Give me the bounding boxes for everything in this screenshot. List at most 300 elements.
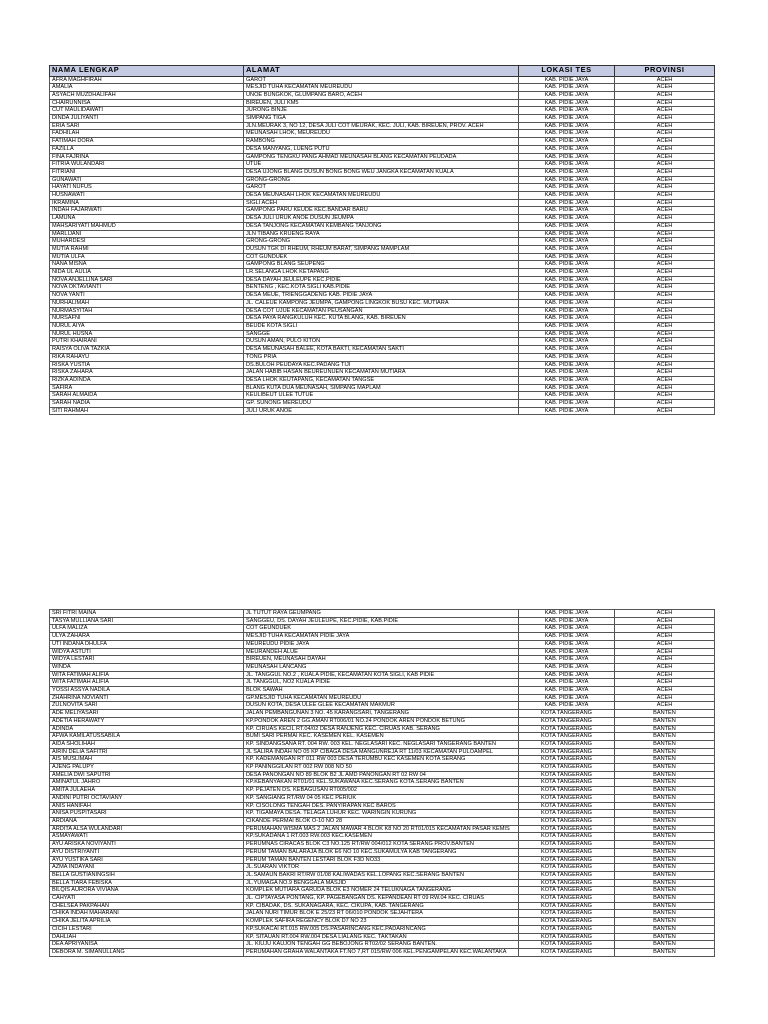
cell-provinsi: ACEH: [615, 222, 715, 230]
cell-provinsi: BANTEN: [615, 848, 715, 856]
table-row: [50, 948, 715, 956]
cell-nama: NURHALIMAH: [50, 299, 244, 307]
table-row: [50, 856, 715, 864]
cell-lokasi-tes: KAB. PIDIE JAYA: [519, 153, 615, 161]
table-row: [50, 222, 715, 230]
table-row: [50, 392, 715, 400]
cell-alamat: DESA COT UJUE KECAMATAN PEUSANGAN: [244, 307, 519, 315]
cell-lokasi-tes: KAB. PIDIE JAYA: [519, 199, 615, 207]
cell-provinsi: BANTEN: [615, 941, 715, 949]
cell-lokasi-tes: KAB. PIDIE JAYA: [519, 694, 615, 702]
table-row: [50, 864, 715, 872]
cell-provinsi: ACEH: [615, 107, 715, 115]
table-header-row: [50, 66, 715, 77]
cell-alamat: GRONG-GRONG: [244, 238, 519, 246]
cell-provinsi: ACEH: [615, 648, 715, 656]
cell-alamat: JL.SAMAUN BAKRI RT/RW 01/08 KALIWADAS KEL.LOPANG KEC.SERANG BANTEN: [244, 871, 519, 879]
table-row: [50, 794, 715, 802]
cell-provinsi: ACEH: [615, 199, 715, 207]
cell-nama: SRI FITRI MAINA: [50, 610, 244, 618]
cell-lokasi-tes: KAB. PIDIE JAYA: [519, 610, 615, 618]
cell-provinsi: ACEH: [615, 276, 715, 284]
cell-nama: AMINATUL JAHRO: [50, 779, 244, 787]
cell-alamat: JL TANGGUL, NO2 KUALA PIDIE: [244, 679, 519, 687]
cell-nama: UTI INDANA DHULFA: [50, 640, 244, 648]
cell-nama: NOVA ANJELLINA SARI: [50, 276, 244, 284]
cell-provinsi: BANTEN: [615, 933, 715, 941]
cell-provinsi: BANTEN: [615, 764, 715, 772]
cell-provinsi: ACEH: [615, 679, 715, 687]
cell-provinsi: ACEH: [615, 315, 715, 323]
cell-alamat: KP. KADEMANGAN RT 011 RW 003 DESA TERUMBU KEC KASEMEN KOTA SERANG: [244, 756, 519, 764]
cell-provinsi: ACEH: [615, 702, 715, 710]
table-row: [50, 138, 715, 146]
cell-alamat: BLOK SAWAH: [244, 687, 519, 695]
table-row: [50, 633, 715, 641]
cell-alamat: JALAN PEMBANGUNAN 3 NO. 45 KARANGSARI, TANGERANG: [244, 710, 519, 718]
cell-nama: SAFIRA: [50, 384, 244, 392]
cell-lokasi-tes: KOTA TANGERANG: [519, 802, 615, 810]
cell-alamat: KP.KEBANYAKAN RT01/01 KEL.SUKAWANA KEC.SERANG KOTA.SERANG BANTEN: [244, 779, 519, 787]
cell-provinsi: ACEH: [615, 284, 715, 292]
cell-alamat: KP. CIRUAS KECIL RT.04/02 DESA RANJENG KEC. CIRUAS KAB. SERANG: [244, 725, 519, 733]
cell-nama: ANDINI PUTRI OCTAVIANY: [50, 794, 244, 802]
cell-lokasi-tes: KAB. PIDIE JAYA: [519, 361, 615, 369]
cell-provinsi: ACEH: [615, 656, 715, 664]
table-row: [50, 656, 715, 664]
cell-provinsi: BANTEN: [615, 802, 715, 810]
cell-nama: CHELSEA PAKPAHAN: [50, 902, 244, 910]
cell-provinsi: BANTEN: [615, 748, 715, 756]
cell-provinsi: ACEH: [615, 330, 715, 338]
cell-nama: NURUL AIYA: [50, 323, 244, 331]
cell-lokasi-tes: KOTA TANGERANG: [519, 817, 615, 825]
cell-lokasi-tes: KAB. PIDIE JAYA: [519, 238, 615, 246]
cell-alamat: KP PANINGGILAN RT 002 RW 008 NO 50: [244, 764, 519, 772]
cell-lokasi-tes: KAB. PIDIE JAYA: [519, 407, 615, 415]
cell-nama: AFRA MAGHFIRAH: [50, 76, 244, 84]
cell-nama: RAISYA OLIVA TAZKIA: [50, 346, 244, 354]
cell-nama: ADETIA HERAWATY: [50, 717, 244, 725]
cell-provinsi: BANTEN: [615, 817, 715, 825]
cell-nama: AMALIA: [50, 84, 244, 92]
cell-lokasi-tes: KAB. PIDIE JAYA: [519, 168, 615, 176]
cell-alamat: KP. SINDANGSANA RT. 004 RW. 003 KEL. NEGLASARI KEC. NEGLASARI TANGERANG BANTEN: [244, 740, 519, 748]
cell-provinsi: ACEH: [615, 269, 715, 277]
cell-nama: HAYATI NUFUS: [50, 184, 244, 192]
cell-alamat: DS.BULOH PEUDAYA KEC.PADANG TIJI: [244, 361, 519, 369]
cell-nama: HUSNAWATI: [50, 192, 244, 200]
cell-alamat: JL TUTUT RAYA GEUMPANG: [244, 610, 519, 618]
cell-provinsi: BANTEN: [615, 856, 715, 864]
cell-nama: WITA FATIMAH ALIFIA: [50, 671, 244, 679]
cell-lokasi-tes: KOTA TANGERANG: [519, 794, 615, 802]
cell-provinsi: ACEH: [615, 76, 715, 84]
table-row: [50, 756, 715, 764]
cell-alamat: KP. SANGIANG RT/RW 04 05 KEC PERIUK: [244, 794, 519, 802]
table-row: [50, 833, 715, 841]
cell-nama: ANISA PUSPITASARI: [50, 810, 244, 818]
table-row: [50, 369, 715, 377]
cell-nama: MAHSARIYATI MAHMUD: [50, 222, 244, 230]
cell-nama: DINDA JULIYANTI: [50, 115, 244, 123]
cell-alamat: JL. TANGGUL NO.2 , KUALA PIDIE, KECAMATAN KOTA SIGLI, KAB PIDIE: [244, 671, 519, 679]
cell-nama: FAZILLA: [50, 145, 244, 153]
table-row: [50, 910, 715, 918]
cell-nama: AYU DISTRIYANTI: [50, 848, 244, 856]
table-row: [50, 848, 715, 856]
cell-lokasi-tes: KAB. PIDIE JAYA: [519, 663, 615, 671]
cell-provinsi: ACEH: [615, 138, 715, 146]
cell-lokasi-tes: KAB. PIDIE JAYA: [519, 99, 615, 107]
cell-lokasi-tes: KOTA TANGERANG: [519, 871, 615, 879]
cell-provinsi: BANTEN: [615, 810, 715, 818]
cell-nama: NANA MISNA: [50, 261, 244, 269]
cell-alamat: BENTENG , KEC.KOTA SIGLI KAB.PIDIE: [244, 284, 519, 292]
cell-lokasi-tes: KAB. PIDIE JAYA: [519, 640, 615, 648]
cell-provinsi: ACEH: [615, 671, 715, 679]
cell-provinsi: BANTEN: [615, 948, 715, 956]
cell-alamat: DESA MEUE, TRIENGGADENG KAB. PIDIE JAYA: [244, 292, 519, 300]
table-row: [50, 115, 715, 123]
cell-alamat: PERUMAHAN GRAHA WALANTAKA FT.NO 7,RT 015/RW 006 KEL.PENGAMPELAN KEC.WALANTAKA: [244, 948, 519, 956]
table-row: [50, 640, 715, 648]
cell-lokasi-tes: KOTA TANGERANG: [519, 856, 615, 864]
cell-nama: AYU YUSTIKA SARI: [50, 856, 244, 864]
cell-nama: DEBORA M. SIMANULLANG: [50, 948, 244, 956]
cell-alamat: DUSUN TGK DI RHEUM, RHEUM BARAT, SIMPANG MAMPLAM: [244, 245, 519, 253]
table-row: [50, 771, 715, 779]
cell-nama: ZULNOVITA SARI: [50, 702, 244, 710]
cell-provinsi: ACEH: [615, 207, 715, 215]
cell-lokasi-tes: KAB. PIDIE JAYA: [519, 617, 615, 625]
cell-lokasi-tes: KAB. PIDIE JAYA: [519, 176, 615, 184]
table-row: [50, 192, 715, 200]
cell-nama: LAMUNA: [50, 215, 244, 223]
cell-alamat: KP. CIBADAK, DS. SUKANAGARA, KEC. CIKUPA, KAB. TANGERANG: [244, 902, 519, 910]
cell-alamat: MESJID TUHA KECAMATAN MEUREUDU: [244, 84, 519, 92]
cell-provinsi: BANTEN: [615, 740, 715, 748]
cell-nama: TASYA MULLIANA SARI: [50, 617, 244, 625]
cell-lokasi-tes: KAB. PIDIE JAYA: [519, 115, 615, 123]
cell-nama: WIDYA ASTUTI: [50, 648, 244, 656]
cell-nama: CHIKA JELITA APRILIA: [50, 918, 244, 926]
cell-nama: RIZKA ADINDA: [50, 376, 244, 384]
cell-lokasi-tes: KAB. PIDIE JAYA: [519, 76, 615, 84]
cell-nama: GUNAWATI: [50, 176, 244, 184]
cell-nama: CUT MAULIDAWATI: [50, 107, 244, 115]
cell-lokasi-tes: KAB. PIDIE JAYA: [519, 633, 615, 641]
cell-alamat: JL SALIRA INDAH NO 05 KP CIBAGA DESA MANGUNREJA RT 11/03 KECAMATAN PULOAMPEL: [244, 748, 519, 756]
cell-alamat: JALAN HABIB HASAN BEUREUNUEN KECAMATAN MUTIARA: [244, 369, 519, 377]
cell-alamat: DESA MEUNASAH BALEE, KOTA BAKTI, KECAMATAN SAKTI: [244, 346, 519, 354]
table-row: [50, 787, 715, 795]
cell-provinsi: ACEH: [615, 168, 715, 176]
cell-lokasi-tes: KOTA TANGERANG: [519, 848, 615, 856]
cell-lokasi-tes: KAB. PIDIE JAYA: [519, 284, 615, 292]
table-row: [50, 933, 715, 941]
table-row: [50, 918, 715, 926]
cell-lokasi-tes: KOTA TANGERANG: [519, 833, 615, 841]
cell-alamat: UNOE BUNGKOK, GLUMPANG BARO, ACEH: [244, 91, 519, 99]
cell-provinsi: ACEH: [615, 84, 715, 92]
cell-alamat: BIREUEN, MEUNASAH DAYAH: [244, 656, 519, 664]
cell-nama: WINDA: [50, 663, 244, 671]
cell-nama: AIDA SHOLIHAH: [50, 740, 244, 748]
cell-alamat: MEUNASAH LHOK, MEUREUDU: [244, 130, 519, 138]
cell-provinsi: BANTEN: [615, 794, 715, 802]
table-row: [50, 99, 715, 107]
table-row: [50, 725, 715, 733]
table-row: [50, 276, 715, 284]
cell-provinsi: ACEH: [615, 633, 715, 641]
table-row: [50, 153, 715, 161]
table-row: [50, 130, 715, 138]
cell-alamat: KP.SUKACAI RT.015 RW.005 DS.PASARINCANG KEC.PADARINCANG: [244, 925, 519, 933]
cell-lokasi-tes: KAB. PIDIE JAYA: [519, 261, 615, 269]
cell-nama: AJENG PALUPY: [50, 764, 244, 772]
cell-alamat: COT GEUNDUEK: [244, 625, 519, 633]
header-nama-lengkap: NAMA LENGKAP: [50, 66, 244, 77]
table-row: [50, 887, 715, 895]
cell-lokasi-tes: KAB. PIDIE JAYA: [519, 245, 615, 253]
cell-nama: AZMA INDAYANI: [50, 864, 244, 872]
cell-lokasi-tes: KAB. PIDIE JAYA: [519, 392, 615, 400]
cell-nama: ADINDA: [50, 725, 244, 733]
cell-provinsi: ACEH: [615, 640, 715, 648]
cell-nama: DEA APRIYANISA: [50, 941, 244, 949]
cell-nama: ARDITA ALSA WULANDARI: [50, 825, 244, 833]
cell-nama: NURUL HUSNA: [50, 330, 244, 338]
cell-provinsi: ACEH: [615, 115, 715, 123]
cell-alamat: JLN TIBANG KRUENG RAYA: [244, 230, 519, 238]
table-row: [50, 764, 715, 772]
table-row: [50, 610, 715, 618]
table-row: [50, 284, 715, 292]
cell-provinsi: BANTEN: [615, 725, 715, 733]
cell-nama: DAHLIAH: [50, 933, 244, 941]
table-row: [50, 269, 715, 277]
cell-provinsi: ACEH: [615, 145, 715, 153]
cell-provinsi: ACEH: [615, 99, 715, 107]
cell-lokasi-tes: KOTA TANGERANG: [519, 825, 615, 833]
cell-nama: BILQIS AURORA VIVIANA: [50, 887, 244, 895]
cell-lokasi-tes: KOTA TANGERANG: [519, 864, 615, 872]
cell-nama: AIS MUSLIMAH: [50, 756, 244, 764]
table-row: [50, 400, 715, 408]
cell-lokasi-tes: KOTA TANGERANG: [519, 902, 615, 910]
cell-nama: NURSAFNI: [50, 315, 244, 323]
cell-lokasi-tes: KOTA TANGERANG: [519, 841, 615, 849]
cell-nama: RISKA ZAHARA: [50, 369, 244, 377]
cell-alamat: JL.SUARAN VIKTOR: [244, 864, 519, 872]
cell-nama: ERIA SARI: [50, 122, 244, 130]
cell-alamat: BEUDE KOTA SIGLI: [244, 323, 519, 331]
cell-provinsi: ACEH: [615, 184, 715, 192]
cell-lokasi-tes: KAB. PIDIE JAYA: [519, 656, 615, 664]
cell-provinsi: ACEH: [615, 230, 715, 238]
cell-alamat: UTUE: [244, 161, 519, 169]
cell-alamat: DESA MEUNASAH LHOK KECAMATAN MEUREUDU: [244, 192, 519, 200]
cell-alamat: KP. CISOLONG TENGAH DES. PANYIRAPAN KEC BAROS: [244, 802, 519, 810]
cell-lokasi-tes: KOTA TANGERANG: [519, 810, 615, 818]
cell-lokasi-tes: KAB. PIDIE JAYA: [519, 330, 615, 338]
cell-alamat: DESA MANYANG, LUENG PUTU: [244, 145, 519, 153]
cell-nama: NIDA UL AULIA: [50, 269, 244, 277]
cell-alamat: SIMPANG TIGA: [244, 115, 519, 123]
cell-lokasi-tes: KAB. PIDIE JAYA: [519, 269, 615, 277]
cell-alamat: DESA PAYA RANGKULUH KEC. KUTA BLANG, KAB. BIREUEN: [244, 315, 519, 323]
cell-nama: NOVA YANTI: [50, 292, 244, 300]
table-row: [50, 84, 715, 92]
table-row: [50, 733, 715, 741]
cell-alamat: DESA UJONG BLANG DUSUN BONG BONG WEU JANGKA KECAMATAN KUALA: [244, 168, 519, 176]
cell-nama: AMELIA DWI SAPUTRI: [50, 771, 244, 779]
table-row: [50, 779, 715, 787]
cell-nama: SARAH ALMAIDA: [50, 392, 244, 400]
cell-lokasi-tes: KAB. PIDIE JAYA: [519, 122, 615, 130]
cell-nama: NOVA OKTAVIANTI: [50, 284, 244, 292]
cell-lokasi-tes: KAB. PIDIE JAYA: [519, 376, 615, 384]
cell-alamat: SIGLI ACEH: [244, 199, 519, 207]
cell-lokasi-tes: KOTA TANGERANG: [519, 941, 615, 949]
cell-alamat: CIKANDE PERMAI BLOK O-10 NO 28: [244, 817, 519, 825]
cell-alamat: BIREUEN, JULI KM5: [244, 99, 519, 107]
cell-alamat: KOMPLEK SAFIRA REGENCY BLOK D7 NO 23: [244, 918, 519, 926]
cell-lokasi-tes: KOTA TANGERANG: [519, 910, 615, 918]
table-row: [50, 879, 715, 887]
cell-provinsi: ACEH: [615, 617, 715, 625]
cell-nama: MUTIA RAHMI: [50, 245, 244, 253]
header-alamat: ALAMAT: [244, 66, 519, 77]
table-row: [50, 648, 715, 656]
cell-provinsi: BANTEN: [615, 918, 715, 926]
cell-provinsi: ACEH: [615, 292, 715, 300]
cell-alamat: KP. PEJATEN DS. KEBAGUSAN RT005/002: [244, 787, 519, 795]
cell-alamat: KP.SUKADANA 1 RT.003 RW.003 KEC.KASEMEN: [244, 833, 519, 841]
cell-nama: AMITA JULAEHA: [50, 787, 244, 795]
cell-alamat: PERUMNAS CIRACAS BLOK C3 NO.125 RT/RW 004/012 KOTA SERANG PROV.BANTEN: [244, 841, 519, 849]
table-row: [50, 230, 715, 238]
table-row: [50, 353, 715, 361]
cell-provinsi: ACEH: [615, 625, 715, 633]
cell-alamat: JL. CALEUE KAMPONG JEUMPA, GAMPONG LINGKOK BUSU KEC. MUTIARA: [244, 299, 519, 307]
cell-nama: SITI RAHMAH: [50, 407, 244, 415]
cell-alamat: DESA DAYAH JEULEUPE KEC.PIDIE: [244, 276, 519, 284]
cell-nama: FITRIA WULANDARI: [50, 161, 244, 169]
cell-nama: WITA FATIMAH ALIFIA: [50, 679, 244, 687]
cell-nama: CHAIRUNNISA: [50, 99, 244, 107]
cell-nama: ADE MELIYASARI: [50, 710, 244, 718]
cell-alamat: DESA JULI URUK ANOE DUSUN JEUMPA: [244, 215, 519, 223]
cell-nama: RIKA RAHAYU: [50, 353, 244, 361]
cell-provinsi: ACEH: [615, 245, 715, 253]
cell-alamat: PERUM TAMAN BANTEN LESTARI BLOK F3D NO33: [244, 856, 519, 864]
table-row: [50, 895, 715, 903]
cell-lokasi-tes: KAB. PIDIE JAYA: [519, 299, 615, 307]
table-row: [50, 663, 715, 671]
cell-lokasi-tes: KOTA TANGERANG: [519, 879, 615, 887]
cell-nama: ASMAYAWATI: [50, 833, 244, 841]
cell-lokasi-tes: KOTA TANGERANG: [519, 756, 615, 764]
cell-lokasi-tes: KOTA TANGERANG: [519, 725, 615, 733]
cell-provinsi: ACEH: [615, 400, 715, 408]
table-row: [50, 941, 715, 949]
table-row: [50, 679, 715, 687]
table-row: [50, 307, 715, 315]
table-row: [50, 710, 715, 718]
table-row: [50, 925, 715, 933]
cell-alamat: PERUM TAMAN BALARAJA BLOK E6 NO 10 KEC.SUKAMULYA KAB TANGERANG: [244, 848, 519, 856]
cell-lokasi-tes: KOTA TANGERANG: [519, 733, 615, 741]
table-row: [50, 215, 715, 223]
cell-provinsi: BANTEN: [615, 756, 715, 764]
cell-provinsi: ACEH: [615, 176, 715, 184]
cell-nama: ASYACH MUZDHALIFAH: [50, 91, 244, 99]
cell-lokasi-tes: KOTA TANGERANG: [519, 740, 615, 748]
cell-lokasi-tes: KAB. PIDIE JAYA: [519, 315, 615, 323]
cell-lokasi-tes: KAB. PIDIE JAYA: [519, 107, 615, 115]
cell-lokasi-tes: KAB. PIDIE JAYA: [519, 91, 615, 99]
cell-provinsi: ACEH: [615, 384, 715, 392]
cell-nama: MUHARDESI: [50, 238, 244, 246]
cell-alamat: GAMPONG TENGKU PANG AHMAD MEUNASAH BLANG KECAMATAN PEUDADA: [244, 153, 519, 161]
table-row: [50, 199, 715, 207]
cell-nama: MUTIA ULFA: [50, 253, 244, 261]
cell-nama: MARLIJANI: [50, 230, 244, 238]
table-row: [50, 184, 715, 192]
cell-lokasi-tes: KOTA TANGERANG: [519, 933, 615, 941]
cell-provinsi: BANTEN: [615, 902, 715, 910]
table-row: [50, 617, 715, 625]
cell-lokasi-tes: KAB. PIDIE JAYA: [519, 648, 615, 656]
cell-nama: NURMASYITAH: [50, 307, 244, 315]
cell-lokasi-tes: KOTA TANGERANG: [519, 787, 615, 795]
cell-alamat: KOMPLEK MUTIARA GARUDA BLOK E3 NOMER 24 TELUKNAGA TANGERANG: [244, 887, 519, 895]
cell-alamat: GP.MESJID TUHA KECAMATAN MEUREUDU: [244, 694, 519, 702]
cell-lokasi-tes: KOTA TANGERANG: [519, 779, 615, 787]
cell-alamat: JULI URUK ANOE: [244, 407, 519, 415]
cell-lokasi-tes: KAB. PIDIE JAYA: [519, 184, 615, 192]
cell-provinsi: ACEH: [615, 694, 715, 702]
cell-nama: ARDIANA: [50, 817, 244, 825]
table-row: [50, 407, 715, 415]
table-row: [50, 671, 715, 679]
table-row: [50, 740, 715, 748]
cell-lokasi-tes: KAB. PIDIE JAYA: [519, 253, 615, 261]
cell-provinsi: BANTEN: [615, 779, 715, 787]
cell-alamat: GAMPONG PARU KEUDE KEC.BANDAR BARU: [244, 207, 519, 215]
cell-provinsi: BANTEN: [615, 825, 715, 833]
cell-alamat: GAMPONG BLANG SEUPENG: [244, 261, 519, 269]
table-row: [50, 207, 715, 215]
cell-nama: FITRIANI: [50, 168, 244, 176]
cell-alamat: MESJID TUHA KECAMATAN PIDIE JAYA: [244, 633, 519, 641]
cell-provinsi: BANTEN: [615, 925, 715, 933]
cell-alamat: GAROT: [244, 76, 519, 84]
table-row: [50, 346, 715, 354]
cell-provinsi: ACEH: [615, 610, 715, 618]
cell-alamat: KP. SITAUAN RT.004 RW.004 DESA LIALANG KEC. TAKTAKAN: [244, 933, 519, 941]
cell-alamat: BLANG KUTA DUA MEUNASAH, SIMPANG MAPLAM: [244, 384, 519, 392]
cell-provinsi: ACEH: [615, 307, 715, 315]
cell-lokasi-tes: KAB. PIDIE JAYA: [519, 671, 615, 679]
cell-provinsi: ACEH: [615, 392, 715, 400]
cell-provinsi: ACEH: [615, 407, 715, 415]
cell-provinsi: ACEH: [615, 130, 715, 138]
cell-nama: SARAH NADIA: [50, 400, 244, 408]
cell-nama: RISKA YUSTIA: [50, 361, 244, 369]
